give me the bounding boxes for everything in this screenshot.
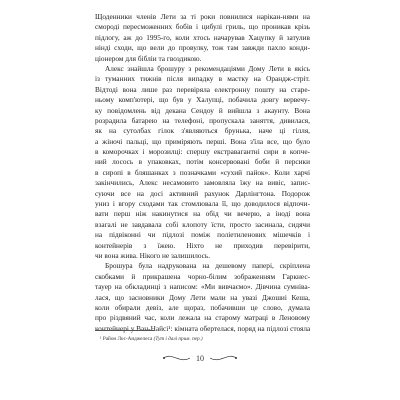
text-line: чи вона жива. Нікого не залишилось. (95, 250, 211, 260)
text-line: тауер на обкладинці з написом: «Ми вивчаємо». Дівчина сумніва- (95, 282, 310, 292)
text-line: униз і вгору сходами так стомлювала її, що доводилося відпочи- (95, 199, 310, 209)
text-line: на підвіконні чи підлозі поміж поліетиленових мішечків і (95, 230, 310, 240)
text-line: із туманних тижнів після випадку в мастку на Орандж-стріт. (95, 74, 310, 84)
text-line: як на сутолбах гілок з'являються брунька, наче ці гілля, (95, 126, 310, 136)
text-line: ку повідомлень від декана Сендоу й вийшла з акаунту. Вона (95, 105, 310, 115)
text-line: контейнері у Ван-Найсі¹: кімната обертелася, поряд на підлозі стояла (95, 323, 310, 333)
page-body (95, 12, 310, 334)
text-line: підлогу, аж до 1995-го, коли хтось начарував Хацупку й затулив (95, 32, 310, 42)
text-line: суючи все на досі активний рахунок Дарлінгтона. Подорож (95, 188, 310, 198)
text-line: ний лосось в упаковках, потім консервовані боби й персики (95, 157, 310, 167)
text-line: в коморочках і морозилці: спершу екстравагантні сири в копче- (95, 147, 310, 157)
text-line: в сиропі в бляшанках з позначками «сухий пайок». Коли харчі (95, 167, 310, 177)
footnote-translator-note: (Тут і далі прим. пер.) (153, 336, 203, 342)
text-line: Алекс знайшла брошуру з рекомендаціями Дому Лети в якісь (105, 63, 310, 73)
text-line: Брошура була надрукована на дешевому папері, скріплена (105, 261, 310, 271)
text-line: розрадила батарею на телефоні, пропускала заняття, дивилася, (95, 115, 310, 125)
text-line: ньому комп'ютері, що був у Халупці, побачила довгу вервечу- (95, 95, 310, 105)
text-line: скобками й прикрашена чорно-білим зображенням Гаркнес- (95, 271, 310, 281)
footnote (100, 336, 203, 343)
paragraph-3 (95, 261, 310, 334)
text-line: лася, що засновники Дому Лети мали на увазі Джошиі Кеша, (95, 292, 310, 302)
paragraph-2 (95, 64, 310, 261)
page-number-ornament (160, 351, 240, 365)
text-line: Відтоді вона лише раз перевіряла електронну пошту на старе- (95, 84, 310, 94)
text-line: про різдвяний час, коли лежала на старому матраці в Леновому (95, 313, 310, 323)
paragraph-1 (95, 12, 310, 64)
text-line: закінчились, Алекс несамовито замовляла їжу на вивіс, запис- (95, 178, 310, 188)
text-line: нінді сходи, що вели до провулку, тож там завжди пахло конди- (95, 43, 310, 53)
text-line: а жіночі пальці, що приміряють перші. Вона з'їла все, що було (95, 136, 310, 146)
page-number: 10 (193, 354, 207, 363)
text-line: контейнерів з їжею. Ніхто не приходив перевірити, (95, 240, 310, 250)
text-line: смороді пересможенних бобів і цибулі гриль, що проникав крізь (95, 22, 310, 32)
footnote-text: ¹ Район Лос-Анджелеса (100, 336, 154, 342)
text-line: коли обирали девіз, але щораз, побачивши це слово, думала (95, 302, 310, 312)
footnote-divider (95, 330, 155, 331)
text-line: вати перш ніж накинутися на обід чи вечерю, а іноді вона (95, 209, 310, 219)
text-line: Щоденники членів Лети за ті роки повнилися нарікан-нями на (95, 12, 310, 21)
text-line: ціонером для бібліи та гвоздикою. (95, 53, 202, 63)
text-line: взагалі не завдавала собі клопоту їсти, просто засинала, сидячи (95, 219, 310, 229)
